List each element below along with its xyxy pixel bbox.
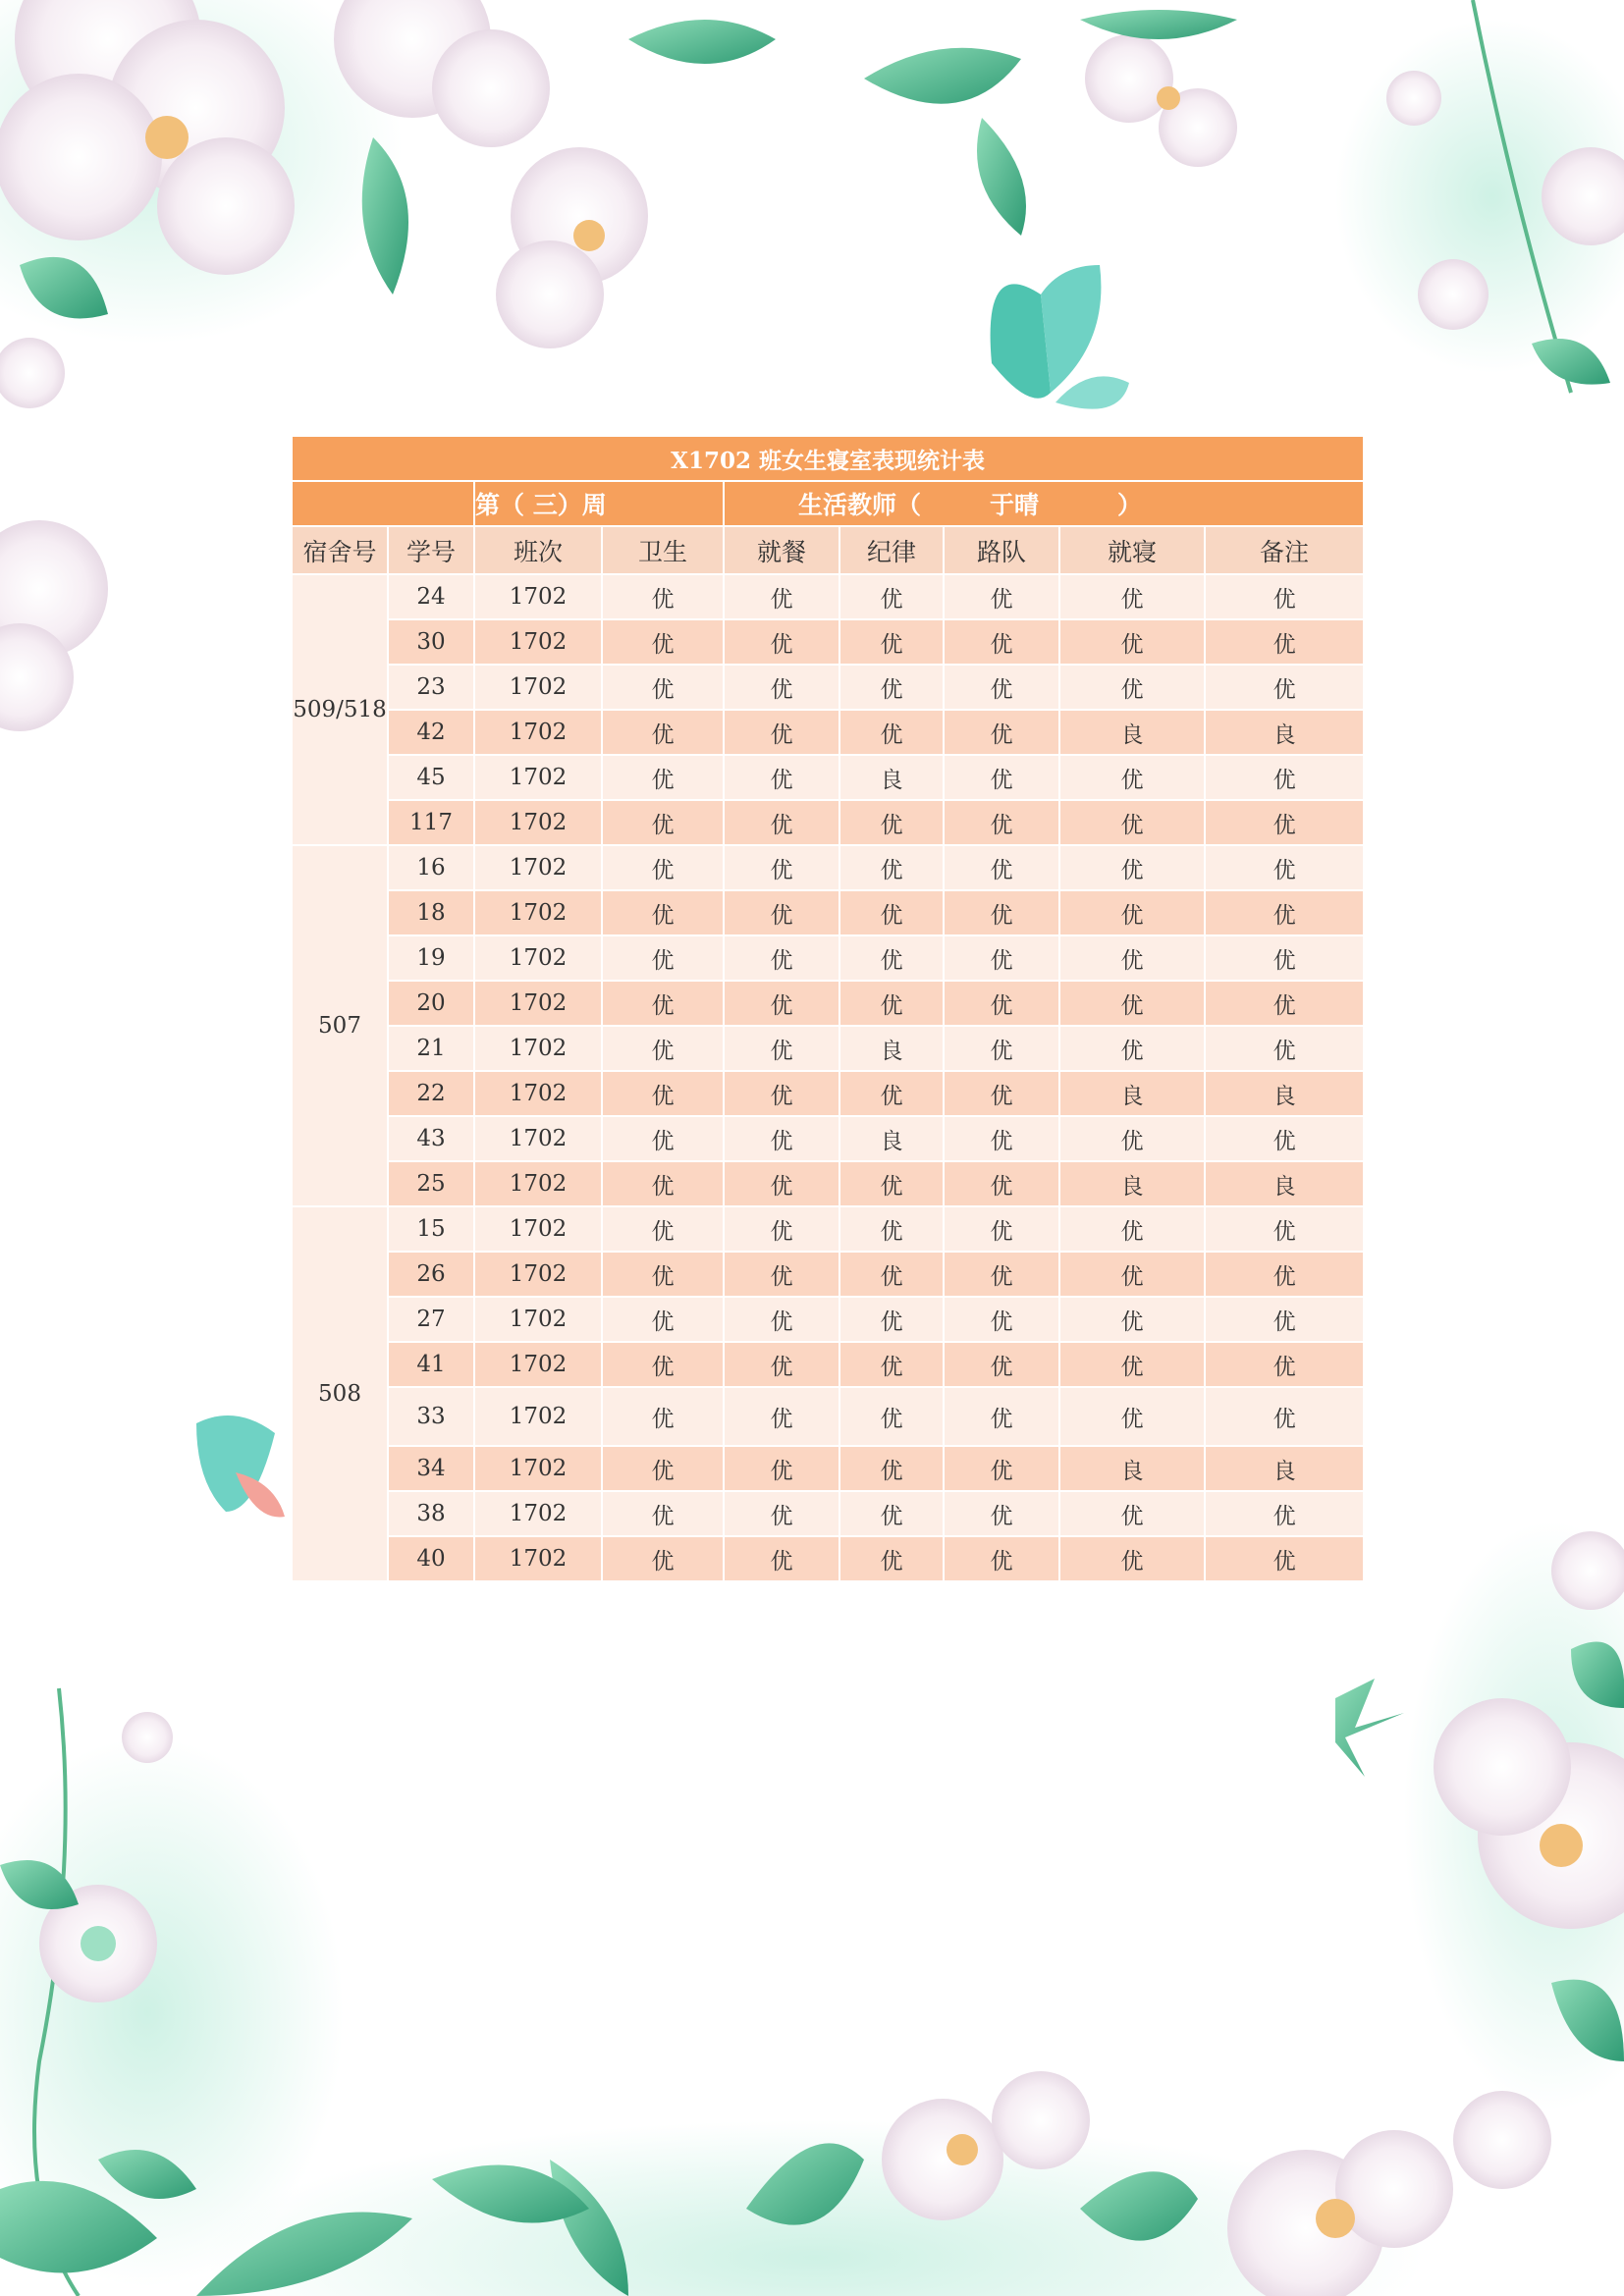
student-id: 23 [388, 665, 474, 710]
queue-grade: 优 [944, 1026, 1059, 1071]
flower-right [1404, 1522, 1624, 2110]
table-row [292, 1071, 1364, 1116]
bedtime-grade: 良 [1059, 1446, 1205, 1491]
hygiene-grade: 优 [602, 800, 724, 845]
table-row [292, 755, 1364, 800]
remark: 优 [1205, 800, 1364, 845]
queue-grade: 优 [944, 1297, 1059, 1342]
student-id: 40 [388, 1536, 474, 1581]
hygiene-grade: 优 [602, 1071, 724, 1116]
remark: 优 [1205, 845, 1364, 890]
dorm-number: 509/518 [292, 574, 388, 845]
dorm-performance-table [291, 435, 1365, 1582]
student-id: 21 [388, 1026, 474, 1071]
hygiene-grade: 优 [602, 574, 724, 619]
remark: 良 [1205, 710, 1364, 755]
dining-grade: 优 [724, 981, 839, 1026]
discipline-grade: 优 [839, 1491, 944, 1536]
remark: 优 [1205, 574, 1364, 619]
bedtime-grade: 优 [1059, 1026, 1205, 1071]
butterfly-left [196, 1415, 285, 1517]
remark: 优 [1205, 1026, 1364, 1071]
discipline-grade: 优 [839, 890, 944, 935]
queue-grade: 优 [944, 1342, 1059, 1387]
bedtime-grade: 优 [1059, 1297, 1205, 1342]
dining-grade: 优 [724, 1116, 839, 1161]
student-id: 27 [388, 1297, 474, 1342]
hygiene-grade: 优 [602, 890, 724, 935]
remark: 良 [1205, 1161, 1364, 1206]
dining-grade: 优 [724, 1252, 839, 1297]
discipline-grade: 优 [839, 1252, 944, 1297]
queue-grade: 优 [944, 1071, 1059, 1116]
queue-grade: 优 [944, 800, 1059, 845]
table-row [292, 1387, 1364, 1446]
leaf-star [1335, 1679, 1404, 1777]
dining-grade: 优 [724, 1387, 839, 1446]
discipline-grade: 优 [839, 845, 944, 890]
class-number: 1702 [474, 890, 602, 935]
table-row [292, 1206, 1364, 1252]
table-row [292, 1342, 1364, 1387]
dining-grade: 优 [724, 890, 839, 935]
student-id: 18 [388, 890, 474, 935]
hygiene-grade: 优 [602, 1491, 724, 1536]
discipline-grade: 优 [839, 1161, 944, 1206]
student-id: 43 [388, 1116, 474, 1161]
discipline-grade: 优 [839, 1297, 944, 1342]
table-row [292, 1491, 1364, 1536]
queue-grade: 优 [944, 845, 1059, 890]
dining-grade: 优 [724, 845, 839, 890]
remark: 优 [1205, 755, 1364, 800]
dorm-number: 508 [292, 1206, 388, 1581]
dining-grade: 优 [724, 710, 839, 755]
butterfly-top [991, 265, 1129, 409]
hygiene-grade: 优 [602, 1026, 724, 1071]
remark: 优 [1205, 1252, 1364, 1297]
discipline-grade: 良 [839, 1026, 944, 1071]
student-id: 24 [388, 574, 474, 619]
student-id: 117 [388, 800, 474, 845]
class-number: 1702 [474, 1342, 602, 1387]
class-number: 1702 [474, 1446, 602, 1491]
table-row [292, 935, 1364, 981]
hygiene-grade: 优 [602, 845, 724, 890]
queue-grade: 优 [944, 1116, 1059, 1161]
remark: 良 [1205, 1071, 1364, 1116]
student-id: 30 [388, 619, 474, 665]
col-header: 就餐 [724, 526, 839, 574]
class-number: 1702 [474, 800, 602, 845]
queue-grade: 优 [944, 981, 1059, 1026]
bedtime-grade: 优 [1059, 1252, 1205, 1297]
table-row [292, 1252, 1364, 1297]
class-number: 1702 [474, 665, 602, 710]
dining-grade: 优 [724, 935, 839, 981]
queue-grade: 优 [944, 1161, 1059, 1206]
student-id: 26 [388, 1252, 474, 1297]
class-number: 1702 [474, 1116, 602, 1161]
queue-grade: 优 [944, 1206, 1059, 1252]
discipline-grade: 优 [839, 1446, 944, 1491]
class-number: 1702 [474, 1026, 602, 1071]
col-header: 就寝 [1059, 526, 1205, 574]
class-number: 1702 [474, 935, 602, 981]
col-header: 学号 [388, 526, 474, 574]
class-number: 1702 [474, 1536, 602, 1581]
queue-grade: 优 [944, 1536, 1059, 1581]
col-header: 宿舍号 [292, 526, 388, 574]
class-number: 1702 [474, 710, 602, 755]
hygiene-grade: 优 [602, 1342, 724, 1387]
table-row [292, 890, 1364, 935]
bedtime-grade: 优 [1059, 890, 1205, 935]
student-id: 22 [388, 1071, 474, 1116]
class-number: 1702 [474, 755, 602, 800]
table-row [292, 1161, 1364, 1206]
discipline-grade: 优 [839, 710, 944, 755]
bedtime-grade: 优 [1059, 935, 1205, 981]
table-row [292, 619, 1364, 665]
discipline-grade: 优 [839, 1071, 944, 1116]
class-number: 1702 [474, 1071, 602, 1116]
bedtime-grade: 优 [1059, 1491, 1205, 1536]
class-number: 1702 [474, 1297, 602, 1342]
bedtime-grade: 优 [1059, 1342, 1205, 1387]
dining-grade: 优 [724, 619, 839, 665]
dining-grade: 优 [724, 1446, 839, 1491]
hygiene-grade: 优 [602, 935, 724, 981]
table-row [292, 1297, 1364, 1342]
queue-grade: 优 [944, 755, 1059, 800]
remark: 优 [1205, 981, 1364, 1026]
col-header: 卫生 [602, 526, 724, 574]
class-number: 1702 [474, 619, 602, 665]
week-label: 第（ 三）周 [474, 481, 724, 526]
queue-grade: 优 [944, 1252, 1059, 1297]
queue-grade: 优 [944, 665, 1059, 710]
hygiene-grade: 优 [602, 1297, 724, 1342]
student-id: 45 [388, 755, 474, 800]
queue-grade: 优 [944, 1446, 1059, 1491]
bedtime-grade: 优 [1059, 619, 1205, 665]
bedtime-grade: 良 [1059, 1071, 1205, 1116]
discipline-grade: 优 [839, 935, 944, 981]
col-header: 备注 [1205, 526, 1364, 574]
student-id: 38 [388, 1491, 474, 1536]
hygiene-grade: 优 [602, 1206, 724, 1252]
remark: 优 [1205, 1491, 1364, 1536]
remark: 优 [1205, 1536, 1364, 1581]
hygiene-grade: 优 [602, 1446, 724, 1491]
hygiene-grade: 优 [602, 619, 724, 665]
col-header: 纪律 [839, 526, 944, 574]
table-row [292, 800, 1364, 845]
discipline-grade: 良 [839, 1116, 944, 1161]
table-row [292, 665, 1364, 710]
teacher-label-close: ） [1117, 491, 1143, 519]
hygiene-grade: 优 [602, 1536, 724, 1581]
discipline-grade: 优 [839, 1342, 944, 1387]
remark: 优 [1205, 1342, 1364, 1387]
table-row [292, 981, 1364, 1026]
queue-grade: 优 [944, 619, 1059, 665]
col-header: 班次 [474, 526, 602, 574]
class-number: 1702 [474, 1161, 602, 1206]
bedtime-grade: 优 [1059, 800, 1205, 845]
class-number: 1702 [474, 1387, 602, 1446]
dining-grade: 优 [724, 1206, 839, 1252]
table-row [292, 1026, 1364, 1071]
dining-grade: 优 [724, 1161, 839, 1206]
discipline-grade: 优 [839, 619, 944, 665]
bedtime-grade: 优 [1059, 665, 1205, 710]
header-row [292, 526, 1364, 574]
discipline-grade: 良 [839, 755, 944, 800]
table-row [292, 574, 1364, 619]
remark: 优 [1205, 619, 1364, 665]
table-row [292, 1116, 1364, 1161]
discipline-grade: 优 [839, 1387, 944, 1446]
student-id: 16 [388, 845, 474, 890]
teacher-name: 于晴 [990, 491, 1040, 519]
dorm-number: 507 [292, 845, 388, 1206]
class-number: 1702 [474, 1491, 602, 1536]
remark: 优 [1205, 1206, 1364, 1252]
remark: 优 [1205, 1116, 1364, 1161]
bedtime-grade: 优 [1059, 981, 1205, 1026]
queue-grade: 优 [944, 710, 1059, 755]
teacher-label-prefix: 生活教师（ [798, 491, 922, 519]
discipline-grade: 优 [839, 665, 944, 710]
dining-grade: 优 [724, 1297, 839, 1342]
bedtime-grade: 良 [1059, 710, 1205, 755]
remark: 良 [1205, 1446, 1364, 1491]
bedtime-grade: 优 [1059, 755, 1205, 800]
remark: 优 [1205, 1297, 1364, 1342]
discipline-grade: 优 [839, 574, 944, 619]
remark: 优 [1205, 665, 1364, 710]
dining-grade: 优 [724, 800, 839, 845]
bedtime-grade: 优 [1059, 1206, 1205, 1252]
dining-grade: 优 [724, 1071, 839, 1116]
bedtime-grade: 优 [1059, 1387, 1205, 1446]
discipline-grade: 优 [839, 1206, 944, 1252]
hygiene-grade: 优 [602, 1252, 724, 1297]
table-row [292, 1536, 1364, 1581]
bedtime-grade: 优 [1059, 1536, 1205, 1581]
hygiene-grade: 优 [602, 1116, 724, 1161]
dining-grade: 优 [724, 1536, 839, 1581]
dining-grade: 优 [724, 665, 839, 710]
student-id: 20 [388, 981, 474, 1026]
hygiene-grade: 优 [602, 981, 724, 1026]
hygiene-grade: 优 [602, 1387, 724, 1446]
teacher-label [724, 481, 1364, 526]
hygiene-grade: 优 [602, 710, 724, 755]
student-id: 34 [388, 1446, 474, 1491]
class-number: 1702 [474, 981, 602, 1026]
student-id: 19 [388, 935, 474, 981]
bedtime-grade: 优 [1059, 845, 1205, 890]
queue-grade: 优 [944, 574, 1059, 619]
queue-grade: 优 [944, 1491, 1059, 1536]
remark: 优 [1205, 1387, 1364, 1446]
queue-grade: 优 [944, 1387, 1059, 1446]
student-id: 15 [388, 1206, 474, 1252]
col-header: 路队 [944, 526, 1059, 574]
table-row [292, 1446, 1364, 1491]
dining-grade: 优 [724, 1342, 839, 1387]
queue-grade: 优 [944, 935, 1059, 981]
hygiene-grade: 优 [602, 665, 724, 710]
dining-grade: 优 [724, 1026, 839, 1071]
bedtime-grade: 优 [1059, 1116, 1205, 1161]
table-row [292, 845, 1364, 890]
queue-grade: 优 [944, 890, 1059, 935]
remark: 优 [1205, 890, 1364, 935]
table-title: X1702 班女生寝室表现统计表 [292, 436, 1364, 481]
discipline-grade: 优 [839, 981, 944, 1026]
hygiene-grade: 优 [602, 1161, 724, 1206]
dining-grade: 优 [724, 755, 839, 800]
dining-grade: 优 [724, 574, 839, 619]
discipline-grade: 优 [839, 800, 944, 845]
bedtime-grade: 优 [1059, 574, 1205, 619]
student-id: 42 [388, 710, 474, 755]
class-number: 1702 [474, 1206, 602, 1252]
student-id: 25 [388, 1161, 474, 1206]
table-row [292, 710, 1364, 755]
student-id: 33 [388, 1387, 474, 1446]
hygiene-grade: 优 [602, 755, 724, 800]
flower-bottom [196, 2071, 1551, 2296]
flower-top-right [864, 0, 1624, 393]
class-number: 1702 [474, 845, 602, 890]
discipline-grade: 优 [839, 1536, 944, 1581]
class-number: 1702 [474, 574, 602, 619]
class-number: 1702 [474, 1252, 602, 1297]
dining-grade: 优 [724, 1491, 839, 1536]
remark: 优 [1205, 935, 1364, 981]
student-id: 41 [388, 1342, 474, 1387]
bedtime-grade: 良 [1059, 1161, 1205, 1206]
